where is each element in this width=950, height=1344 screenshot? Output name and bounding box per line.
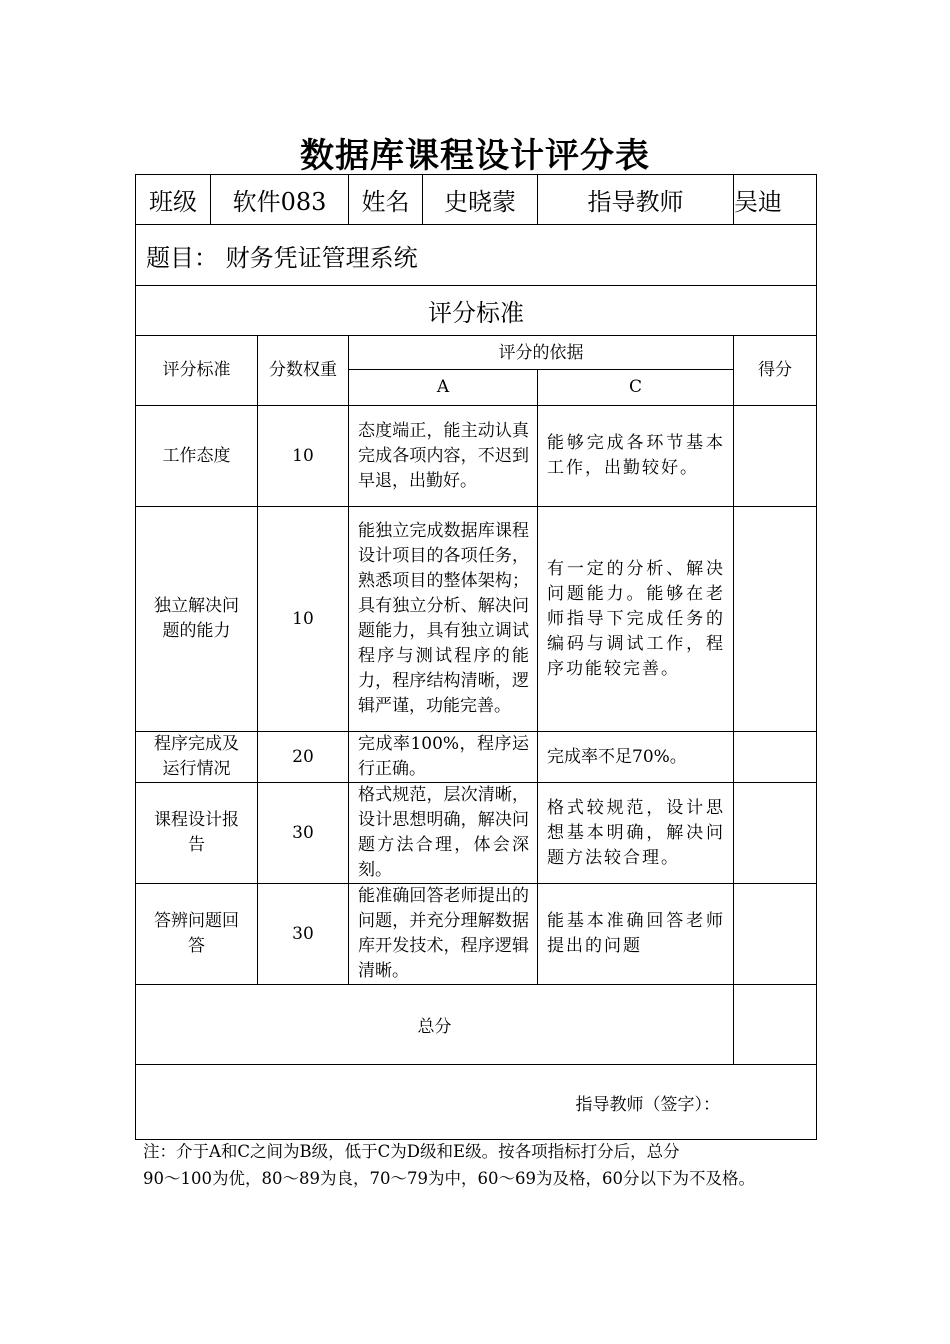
column-header-row (136, 336, 817, 370)
class-label: 班级 (136, 175, 211, 225)
score-cell[interactable] (734, 507, 817, 732)
total-row (136, 985, 817, 1065)
table-row (136, 884, 817, 985)
topic-row (136, 225, 817, 286)
criterion-cell: 程序完成及运行情况 (136, 732, 258, 783)
topic: 题目： 财务凭证管理系统 (136, 225, 817, 286)
grading-table (135, 174, 817, 1140)
table-row (136, 732, 817, 783)
criterion-cell: 答辨问题回答 (136, 884, 258, 985)
weight-cell: 10 (258, 507, 349, 732)
weight-cell: 30 (258, 884, 349, 985)
note-line-1: 注：介于A和C之间为B级，低于C为D级和E级。按各项指标打分后，总分 (143, 1142, 680, 1161)
class-value: 软件083 (211, 175, 349, 225)
grading-note (143, 1138, 823, 1192)
grade-c-cell: 格式较规范，设计思想基本明确，解决问题方法较合理。 (538, 783, 734, 884)
signature-row (136, 1065, 817, 1140)
table-row (136, 406, 817, 507)
total-score-cell[interactable] (734, 985, 817, 1065)
criterion-cell: 工作态度 (136, 406, 258, 507)
score-cell[interactable] (734, 406, 817, 507)
grade-c-cell: 能基本准确回答老师提出的问题 (538, 884, 734, 985)
grade-a-cell: 格式规范，层次清晰，设计思想明确，解决问题方法合理，体会深刻。 (349, 783, 538, 884)
standards-title: 评分标准 (136, 286, 817, 336)
table-row (136, 507, 817, 732)
score-cell[interactable] (734, 884, 817, 985)
weight-cell: 30 (258, 783, 349, 884)
name-label: 姓名 (349, 175, 423, 225)
grade-a-header: A (349, 370, 538, 406)
criterion-header: 评分标准 (136, 336, 258, 406)
weight-cell: 20 (258, 732, 349, 783)
note-line-2: 90～100为优，80～89为良，70～79为中，60～69为及格，60分以下为不及格。 (143, 1169, 755, 1188)
score-cell[interactable] (734, 783, 817, 884)
advisor-label: 指导教师 (538, 175, 734, 225)
grade-a-cell: 能独立完成数据库课程设计项目的各项任务，熟悉项目的整体架构；具有独立分析、解决问题能力，具有独立调试程序与测试程序的能力，程序结构清晰，逻辑严谨，功能完善。 (349, 507, 538, 732)
criterion-cell: 课程设计报告 (136, 783, 258, 884)
score-cell[interactable] (734, 732, 817, 783)
advisor-value: 吴迪 (734, 175, 817, 225)
page-title: 数据库课程设计评分表 (300, 136, 650, 176)
grade-c-cell: 完成率不足70%。 (538, 732, 734, 783)
grade-c-header: C (538, 370, 734, 406)
weight-cell: 10 (258, 406, 349, 507)
grade-a-cell: 态度端正，能主动认真完成各项内容，不迟到早退，出勤好。 (349, 406, 538, 507)
score-header: 得分 (734, 336, 817, 406)
name-value: 史晓蒙 (423, 175, 538, 225)
total-label: 总分 (136, 985, 734, 1065)
criterion-cell: 独立解决问题的能力 (136, 507, 258, 732)
basis-header: 评分的依据 (349, 336, 734, 370)
grade-a-cell: 完成率100%，程序运行正确。 (349, 732, 538, 783)
grade-a-cell: 能准确回答老师提出的问题，并充分理解数据库开发技术，程序逻辑清晰。 (349, 884, 538, 985)
grade-c-cell: 有一定的分析、解决问题能力。能够在老师指导下完成任务的编码与调试工作，程序功能较完善。 (538, 507, 734, 732)
header-row (136, 175, 817, 225)
table-row (136, 783, 817, 884)
signature-label: 指导教师（签字）： (136, 1065, 817, 1140)
weight-header: 分数权重 (258, 336, 349, 406)
grade-c-cell: 能够完成各环节基本工作，出勤较好。 (538, 406, 734, 507)
standards-title-row (136, 286, 817, 336)
